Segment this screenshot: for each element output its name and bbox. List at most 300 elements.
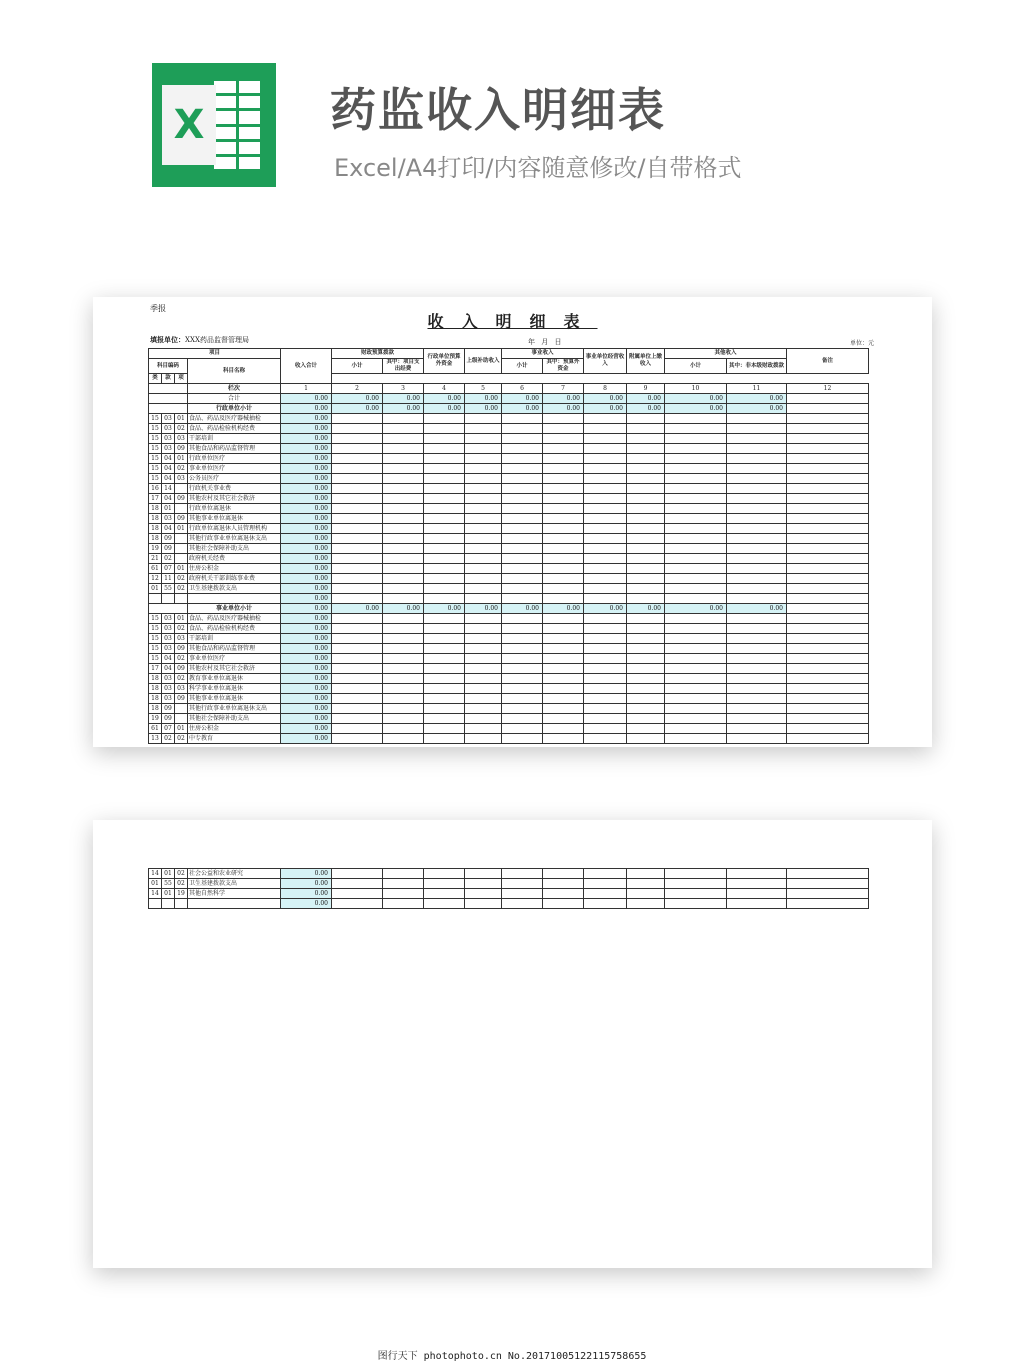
code-cell: 02 xyxy=(175,624,188,634)
empty-cell xyxy=(627,714,665,724)
code-cell xyxy=(175,899,188,909)
value-cell: 0.00 xyxy=(281,544,332,554)
empty-cell xyxy=(543,594,584,604)
code-cell: 04 xyxy=(162,474,175,484)
empty-cell xyxy=(627,644,665,654)
value-cell: 0.00 xyxy=(281,564,332,574)
reporting-unit: 填报单位：XXX药品监督管理局 xyxy=(150,335,249,344)
code-cell: 02 xyxy=(175,574,188,584)
empty-cell xyxy=(465,684,502,694)
header-subtotal: 小计 xyxy=(502,359,543,374)
code-cell: 04 xyxy=(162,494,175,504)
empty-cell xyxy=(502,624,543,634)
empty-cell xyxy=(727,414,787,424)
subject-name: 其他社会保障补助支出 xyxy=(188,714,281,724)
empty-cell xyxy=(787,514,869,524)
empty-cell xyxy=(665,444,727,454)
column-number: 8 xyxy=(584,384,627,394)
empty-cell xyxy=(543,524,584,534)
table-row xyxy=(149,624,869,634)
empty-cell xyxy=(332,414,383,424)
empty-cell xyxy=(787,869,869,879)
value-cell: 0.00 xyxy=(281,889,332,899)
empty-cell xyxy=(383,594,424,604)
code-cell: 15 xyxy=(149,434,162,444)
empty-cell xyxy=(727,554,787,564)
empty-cell xyxy=(383,534,424,544)
empty-cell xyxy=(502,534,543,544)
column-number: 12 xyxy=(787,384,869,394)
empty-cell xyxy=(543,724,584,734)
code-cell xyxy=(175,714,188,724)
empty-cell xyxy=(665,654,727,664)
empty-cell xyxy=(424,879,465,889)
code-cell: 02 xyxy=(175,879,188,889)
value-cell: 0.00 xyxy=(584,404,627,414)
code-cell: 03 xyxy=(175,684,188,694)
code-cell: 07 xyxy=(162,564,175,574)
empty-cell xyxy=(665,614,727,624)
empty-cell xyxy=(584,899,627,909)
empty-cell xyxy=(627,624,665,634)
empty-cell xyxy=(727,644,787,654)
empty-cell xyxy=(584,724,627,734)
empty-cell xyxy=(665,694,727,704)
empty-cell xyxy=(502,424,543,434)
empty-cell xyxy=(787,714,869,724)
code-cell: 01 xyxy=(162,869,175,879)
value-cell: 0.00 xyxy=(281,484,332,494)
empty-cell xyxy=(383,424,424,434)
empty-cell xyxy=(502,554,543,564)
empty-cell xyxy=(584,564,627,574)
empty-cell xyxy=(584,704,627,714)
column-number: 5 xyxy=(465,384,502,394)
empty-cell xyxy=(543,624,584,634)
subject-name: 干部培训 xyxy=(188,434,281,444)
table-row xyxy=(149,869,869,879)
code-cell: 01 xyxy=(162,889,175,899)
subject-name: 其他农村及其它社会救济 xyxy=(188,664,281,674)
empty-cell xyxy=(627,684,665,694)
empty-cell xyxy=(424,624,465,634)
code-cell: 12 xyxy=(149,574,162,584)
table-row xyxy=(149,684,869,694)
total-label: 合计 xyxy=(188,394,281,404)
subject-name: 事业单位医疗 xyxy=(188,654,281,664)
empty-cell xyxy=(543,574,584,584)
subject-name: 食品、药品检验机构经费 xyxy=(188,424,281,434)
value-cell: 0.00 xyxy=(281,664,332,674)
column-number: 2 xyxy=(332,384,383,394)
sheet-page-1 xyxy=(93,297,932,747)
empty-cell xyxy=(424,614,465,624)
table-row xyxy=(149,879,869,889)
empty-cell xyxy=(543,444,584,454)
empty-cell xyxy=(627,414,665,424)
code-cell: 14 xyxy=(149,889,162,899)
empty-cell xyxy=(332,504,383,514)
code-cell: 03 xyxy=(162,614,175,624)
table-row xyxy=(149,724,869,734)
code-cell: 21 xyxy=(149,554,162,564)
empty-cell xyxy=(727,424,787,434)
empty-cell xyxy=(424,594,465,604)
empty-cell xyxy=(502,594,543,604)
table-row xyxy=(149,574,869,584)
code-cell: 01 xyxy=(175,614,188,624)
excel-icon xyxy=(152,63,276,187)
value-cell: 0.00 xyxy=(281,899,332,909)
value-cell: 0.00 xyxy=(584,394,627,404)
empty-cell xyxy=(727,634,787,644)
subject-name: 政府机关经费 xyxy=(188,554,281,564)
empty-cell xyxy=(465,704,502,714)
empty-cell xyxy=(727,454,787,464)
empty-cell xyxy=(383,869,424,879)
empty-cell xyxy=(332,889,383,899)
empty-cell xyxy=(627,504,665,514)
empty-cell xyxy=(383,899,424,909)
empty-cell xyxy=(665,454,727,464)
code-cell: 02 xyxy=(175,424,188,434)
empty-cell xyxy=(543,514,584,524)
empty-cell xyxy=(665,514,727,524)
empty-cell xyxy=(332,879,383,889)
empty-cell xyxy=(727,734,787,744)
empty-cell xyxy=(584,574,627,584)
value-cell: 0.00 xyxy=(281,474,332,484)
value-cell: 0.00 xyxy=(281,594,332,604)
code-cell: 09 xyxy=(175,644,188,654)
value-cell: 0.00 xyxy=(281,534,332,544)
empty-cell xyxy=(383,879,424,889)
code-cell xyxy=(162,899,175,909)
empty-cell xyxy=(787,434,869,444)
empty-cell xyxy=(502,544,543,554)
empty-cell xyxy=(424,694,465,704)
empty-cell xyxy=(584,889,627,899)
value-cell: 0.00 xyxy=(281,604,332,614)
empty-cell xyxy=(543,414,584,424)
empty-cell xyxy=(665,484,727,494)
empty-cell xyxy=(727,594,787,604)
empty-cell xyxy=(727,524,787,534)
empty-cell xyxy=(543,634,584,644)
code-cell: 07 xyxy=(162,724,175,734)
empty-cell xyxy=(424,664,465,674)
empty-cell xyxy=(465,664,502,674)
value-cell: 0.00 xyxy=(627,394,665,404)
empty-cell xyxy=(543,889,584,899)
empty-cell xyxy=(627,464,665,474)
empty-cell xyxy=(332,654,383,664)
empty-cell xyxy=(383,444,424,454)
column-number: 6 xyxy=(502,384,543,394)
empty-cell xyxy=(727,434,787,444)
empty-cell xyxy=(665,474,727,484)
empty-cell xyxy=(584,514,627,524)
empty-cell xyxy=(383,734,424,744)
empty-cell xyxy=(627,704,665,714)
empty-cell xyxy=(787,394,869,404)
empty-cell xyxy=(424,504,465,514)
empty-cell xyxy=(543,684,584,694)
subject-name: 行政单位离退休 xyxy=(188,504,281,514)
empty-cell xyxy=(543,424,584,434)
empty-cell xyxy=(424,714,465,724)
value-cell: 0.00 xyxy=(424,604,465,614)
code-cell: 03 xyxy=(162,424,175,434)
empty-cell xyxy=(627,664,665,674)
code-cell xyxy=(175,554,188,564)
empty-cell xyxy=(584,694,627,704)
empty-cell xyxy=(332,494,383,504)
code-cell: 17 xyxy=(149,494,162,504)
empty-cell xyxy=(383,674,424,684)
code-cell: 15 xyxy=(149,654,162,664)
empty-cell xyxy=(465,879,502,889)
empty-cell xyxy=(665,879,727,889)
code-cell: 18 xyxy=(149,534,162,544)
empty-cell xyxy=(383,714,424,724)
empty-cell xyxy=(332,424,383,434)
value-cell: 0.00 xyxy=(383,404,424,414)
header-admin-extra: 行政单位预算外资金 xyxy=(424,349,465,374)
empty-cell xyxy=(502,444,543,454)
code-cell: 01 xyxy=(149,584,162,594)
empty-cell xyxy=(424,644,465,654)
empty-cell xyxy=(584,544,627,554)
value-cell: 0.00 xyxy=(281,424,332,434)
empty-cell xyxy=(424,424,465,434)
empty-cell xyxy=(627,514,665,524)
empty-cell xyxy=(502,869,543,879)
empty-cell xyxy=(424,674,465,684)
empty-cell xyxy=(543,714,584,724)
code-cell xyxy=(175,484,188,494)
value-cell: 0.00 xyxy=(281,464,332,474)
empty-cell xyxy=(665,574,727,584)
empty-cell xyxy=(787,899,869,909)
empty-cell xyxy=(465,644,502,654)
empty-cell xyxy=(627,889,665,899)
value-cell: 0.00 xyxy=(665,394,727,404)
empty-cell xyxy=(383,544,424,554)
code-cell: 04 xyxy=(162,464,175,474)
empty-cell xyxy=(465,554,502,564)
code-cell: 03 xyxy=(162,444,175,454)
empty-cell xyxy=(787,484,869,494)
empty-cell xyxy=(383,664,424,674)
empty-cell xyxy=(584,414,627,424)
header-upper: 上级补助收入 xyxy=(465,349,502,374)
empty-cell xyxy=(543,484,584,494)
value-cell: 0.00 xyxy=(281,624,332,634)
empty-cell xyxy=(727,694,787,704)
empty-cell xyxy=(543,434,584,444)
empty-cell xyxy=(665,664,727,674)
header-other: 其他收入 xyxy=(665,349,787,359)
empty-cell xyxy=(465,574,502,584)
header-blank xyxy=(149,384,188,394)
empty-cell xyxy=(584,454,627,464)
empty-cell xyxy=(627,434,665,444)
empty-cell xyxy=(665,584,727,594)
code-cell: 14 xyxy=(162,484,175,494)
empty-cell xyxy=(665,899,727,909)
empty-cell xyxy=(584,534,627,544)
empty-cell xyxy=(332,714,383,724)
empty-cell xyxy=(665,684,727,694)
table-row xyxy=(149,494,869,504)
empty-cell xyxy=(465,584,502,594)
empty-cell xyxy=(787,564,869,574)
empty-cell xyxy=(465,674,502,684)
empty-cell xyxy=(787,594,869,604)
empty-cell xyxy=(584,494,627,504)
empty-cell xyxy=(584,624,627,634)
value-cell: 0.00 xyxy=(281,614,332,624)
subject-name xyxy=(188,899,281,909)
value-cell: 0.00 xyxy=(627,604,665,614)
empty-cell xyxy=(383,704,424,714)
empty-cell xyxy=(383,624,424,634)
empty-cell xyxy=(465,654,502,664)
empty-cell xyxy=(465,634,502,644)
empty-cell xyxy=(787,734,869,744)
empty-cell xyxy=(584,869,627,879)
empty-cell xyxy=(465,454,502,464)
empty-cell xyxy=(424,654,465,664)
empty-cell xyxy=(627,564,665,574)
empty-cell xyxy=(665,504,727,514)
empty-cell xyxy=(332,684,383,694)
empty-cell xyxy=(383,654,424,664)
page-title: 药监收入明细表 xyxy=(330,83,666,137)
code-cell: 02 xyxy=(175,674,188,684)
empty-cell xyxy=(502,899,543,909)
header-row xyxy=(149,384,869,394)
table-row xyxy=(149,524,869,534)
empty-cell xyxy=(424,464,465,474)
subject-name: 其他农村及其它社会救济 xyxy=(188,494,281,504)
empty-cell xyxy=(383,644,424,654)
empty-cell xyxy=(332,674,383,684)
subject-name: 食品、药品检验机构经费 xyxy=(188,624,281,634)
empty-cell xyxy=(727,714,787,724)
value-cell: 0.00 xyxy=(281,404,332,414)
subject-name: 卫生基建拨款支出 xyxy=(188,879,281,889)
empty-cell xyxy=(332,444,383,454)
empty-cell xyxy=(502,694,543,704)
value-cell: 0.00 xyxy=(281,494,332,504)
code-cell xyxy=(175,544,188,554)
biz-subtotal-label: 事业单位小计 xyxy=(188,604,281,614)
empty-cell xyxy=(665,624,727,634)
code-cell xyxy=(149,394,188,404)
empty-cell xyxy=(627,654,665,664)
code-cell: 02 xyxy=(162,734,175,744)
empty-cell xyxy=(383,574,424,584)
empty-cell xyxy=(332,564,383,574)
code-cell xyxy=(175,534,188,544)
empty-cell xyxy=(502,434,543,444)
code-cell: 01 xyxy=(149,879,162,889)
income-table-continued xyxy=(148,868,869,909)
code-cell: 18 xyxy=(149,704,162,714)
empty-cell xyxy=(543,614,584,624)
value-cell: 0.00 xyxy=(727,394,787,404)
value-cell: 0.00 xyxy=(281,654,332,664)
empty-cell xyxy=(727,879,787,889)
code-cell: 01 xyxy=(162,504,175,514)
subject-name: 行政单位医疗 xyxy=(188,454,281,464)
code-cell: 09 xyxy=(175,664,188,674)
empty-cell xyxy=(502,524,543,534)
empty-cell xyxy=(332,724,383,734)
code-cell: 03 xyxy=(162,634,175,644)
empty-cell xyxy=(383,514,424,524)
empty-cell xyxy=(383,524,424,534)
empty-cell xyxy=(627,899,665,909)
empty-cell xyxy=(584,654,627,664)
code-cell: 09 xyxy=(175,494,188,504)
header-biz-extra: 其中：预算外资金 xyxy=(543,359,584,374)
empty-cell xyxy=(332,634,383,644)
value-cell: 0.00 xyxy=(383,394,424,404)
code-cell: 17 xyxy=(149,664,162,674)
subject-name: 科学事业单位离退休 xyxy=(188,684,281,694)
empty-cell xyxy=(787,414,869,424)
empty-cell xyxy=(383,474,424,484)
currency-unit: 单位：元 xyxy=(849,340,874,347)
empty-cell xyxy=(543,544,584,554)
code-cell: 04 xyxy=(162,664,175,674)
code-cell: 04 xyxy=(162,524,175,534)
empty-cell xyxy=(787,404,869,414)
code-cell: 04 xyxy=(162,454,175,464)
empty-cell xyxy=(787,674,869,684)
empty-cell xyxy=(502,879,543,889)
code-cell: 01 xyxy=(175,454,188,464)
table-row xyxy=(149,644,869,654)
empty-cell xyxy=(383,494,424,504)
table-row xyxy=(149,464,869,474)
value-cell: 0.00 xyxy=(281,514,332,524)
code-cell: 02 xyxy=(162,554,175,564)
empty-cell xyxy=(584,504,627,514)
value-cell: 0.00 xyxy=(727,404,787,414)
code-cell: 16 xyxy=(149,484,162,494)
header-subtotal: 小计 xyxy=(665,359,727,374)
subject-name: 住房公积金 xyxy=(188,564,281,574)
table-row xyxy=(149,714,869,724)
empty-cell xyxy=(502,454,543,464)
column-number: 1 xyxy=(281,384,332,394)
empty-cell xyxy=(465,514,502,524)
subject-name xyxy=(188,594,281,604)
empty-cell xyxy=(332,734,383,744)
empty-cell xyxy=(424,734,465,744)
value-cell: 0.00 xyxy=(332,604,383,614)
empty-cell xyxy=(627,494,665,504)
empty-cell xyxy=(627,694,665,704)
empty-cell xyxy=(665,534,727,544)
empty-cell xyxy=(383,434,424,444)
empty-cell xyxy=(787,724,869,734)
empty-cell xyxy=(502,504,543,514)
